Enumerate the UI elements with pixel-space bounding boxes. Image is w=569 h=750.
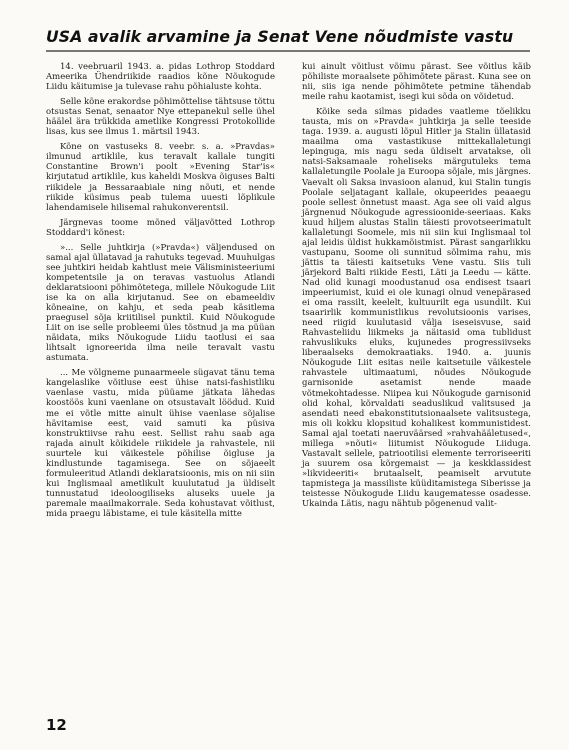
quote-paragraph-2: ... Me võlgneme punaarmeele sügavat tänu tema kangelaslike võitluse eest ühise natsi-fashistliku vaenlase vastu, mida püüame jätkata lähedas koostöös kuni vaenlane on otsustavalt löödud. Kuid me ei võtle mitte ainult ühise vaenlase sõjalise hävitamise eest, vaid samuti ka püsiva konstruktiivse rahu eest. Sellist rahu saab aga rajada ainult kõikidele riikidele ja rahvastele, nii suurtele kui väikestele põhilise õigluse ja kindlustunde tagamisega. See on sõjaeelt formuleeritud Atlandi deklaratsioonis, mis on nii siin kui Inglismaal ametlikult kuulutatud ja üldiselt tunnustatud ideoloogiliseks aluseks uuele ja paremale maailmakorrale. Seda kohustavat võitlust, mida praegu läbistame, ei tule käsitella mitte xyxy=(46,368,275,519)
paragraph-2: Selle kõne erakordse põhimõttelise tähtsuse tõttu otsustas Senat, senaator Nye ettepanekul selle ühel häälel ära trükkida ametlike Kongressi Protokollide lisas, kus see ilmus 1. märtsil 1943. xyxy=(46,97,275,138)
left-column xyxy=(46,62,275,524)
title-divider xyxy=(46,50,530,52)
paragraph-3: Kõne on vastuseks 8. veebr. s. a. »Pravdas» ilmunud artiklile, kus teravalt kallale tungiti Constantine Brown'i poolt »Evening Star'is« kirjutatud artiklile, kus kaheldi Moskva õiguses Balti riikidele ja Bessaraabiale ning nõuti, et nende riikide küsimus peab tulema uuesti lõplikule lahendamisele hilisemal rahukonverentsil. xyxy=(46,142,275,213)
right-column xyxy=(302,62,531,514)
quote-paragraph-3: Kõike seda silmas pidades vaatleme tõelikku tausta, mis on »Pravda« juhtkirja ja selle teeside taga. 1939. a. augusti lõpul Hitler ja Stalin üllatasid maailma oma vastastikuse mittekallaletungi lepinguga, mis nagu seda üldiselt arvatakse, oli natsi-Saksamaale roheliseks märgutuleks tema kallaletungile Poolale ja Euroopa sõjale, mis järgnes. Vaevalt oli Saksa invasioon alanud, kui Stalin tungis Poolale seljatagant kallale, okupeerides peaaegu poole sellest õnnetust maast. Aga see oli vaid algus järgnenud Nõukogude agressioonide-seeriaas. Kaks kuud hiljem alustas Stalin täiesti provotseerimatult kallaletungi Soomele, mis nii siin kui Inglismaal tol ajal leidis üldist hukkamõistmist. Pärast sangarlikku vastupanu, Soome oli sunnitud sõlmima rahu, mis jättis ta täiesti kaitsetuks Vene vastu. Siis tuli järjekord Balti riikide Eesti, Läti ja Leedu — kätte. Nad olid kunagi moodustanud osa endisest tsaari impeeriumist, kuid ei ole kunagi olnud venepärased ei oma rassilt, keelelt, kultuurilt ega usundilt. Kui tsaarirlik kommunistlikus revolutsioonis varises, need riigid kuulutasid välja iseseisvuse, said Rahvasteliidu liikmeks ja näitasid oma tublidust rahvuslikuks eluks, kujunedes progressiivseks liberaalseks demokraatiaks. 1940. a. juunis Nõukogude Liit esitas neile kaitsetuile väikestele rahvastele ultimaatumi, nõudes Nõukogude garnisonide asetamist nende maade võtmekohtadesse. Niipea kui Nõukogude garnisonid olid kohal, kõrvaldati seaduslikud valitsused ja asendati need ebakonstitutsionaalsete valitsustega, mis oli kokku klopsitud kohalikest kommunistidest. Samal ajal toetati naeruväärsed »rahvahääletused«, millega »nõuti« liitumist Nõukogude Liiduga. Vastavalt sellele, patriootilisi elemente terroriseeriti ja suurem osa kõrgemaist — ja keskklassidest »likvideeriti« brutaalselt, peamiselt arvutute tapmistega ja massiliste küüditamistega Siberisse ja teistesse Nõukogude Liidu kaugematesse osadesse. Ukainda Lätis, nagu nähtub põgenenud valit- xyxy=(302,107,531,510)
paragraph-4: Järgnevas toome mõned väljavõtted Lothrop Stoddard'i kõnest: xyxy=(46,217,275,238)
page-number: 12 xyxy=(46,716,67,734)
quote-continuation: kui ainult võitlust võimu pärast. See võitlus käib põhiliste moraalsete põhimõtete pärast. Kuna see on nii, siis iga nende põhimõtete petmine tähendab meile rahu kaotamist, isegi kui sõda on võidetud. xyxy=(302,62,531,103)
quote-paragraph-1: »... Selle juhtkirja (»Pravda«) väljendused on samal ajal üllatavad ja rahutuks tegevad. Muuhulgas see juhtkiri heidab kahtlust meie Välisministeeriumi kompetentsile ja on teravas vastuolus Atlandi deklaratsiooni põhimõtetega, millele Nõukogude Liit ise ka on alla kirjutanud. See on ebameeldiv kõneaine, on kahju, et seda peab käsitlema praegusel sõja kriitilisel punktil. Kuid Nõukogude Liit on ise selle probleemi üles tõstnud ja ma püüan näidata, miks Nõukogude Liidu taotlusi ei saa lihtsalt ignoreerida ilma neile teravalt vastu astumata. xyxy=(46,242,275,364)
paragraph-1: 14. veebruaril 1943. a. pidas Lothrop Stoddard Ameerika Ühendriikide raadios kõne Nõukogude Liidu käitumise ja tulevase rahu põhialuste kohta. xyxy=(46,62,275,93)
article-title: USA avalik arvamine ja Senat Vene nõudmiste vastu xyxy=(46,28,514,46)
